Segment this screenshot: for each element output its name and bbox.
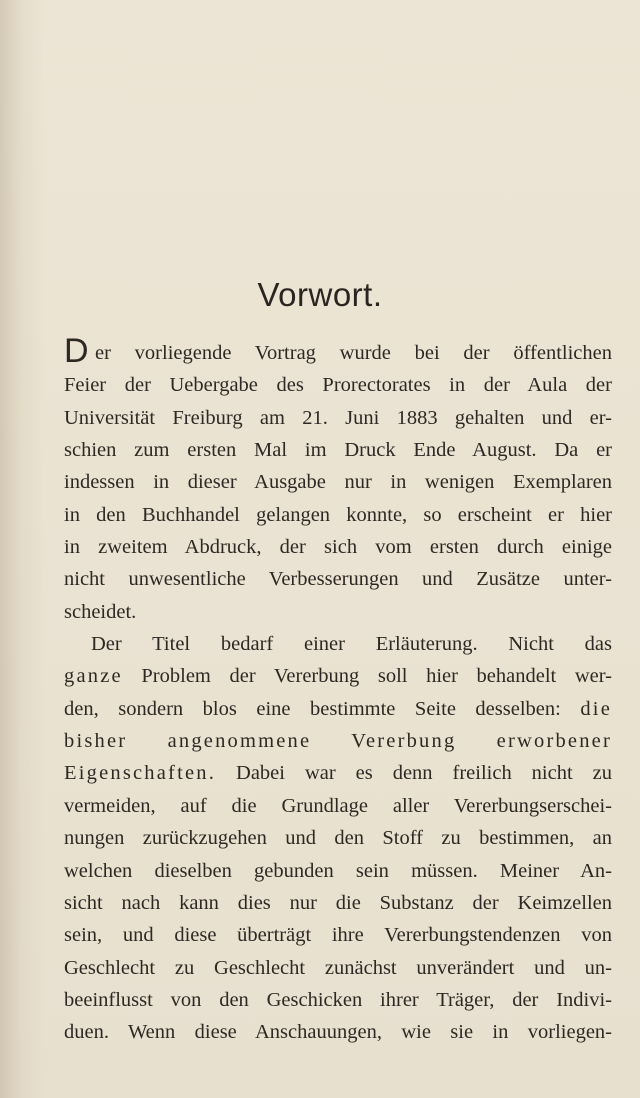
drop-cap: D — [64, 332, 89, 370]
text-line: sein, und diese überträgt ihre Vererbungstendenzen von — [64, 924, 612, 947]
emphasis-text: Eigenschaften. — [64, 762, 217, 785]
text-line: beeinflusst von den Geschicken ihrer Träger, der Indivi- — [64, 988, 612, 1011]
text-line: schien zum ersten Mal im Druck Ende August. Da er — [64, 439, 612, 462]
text-line — [64, 725, 612, 757]
text-line-content: Dabei war es denn freilich nicht zu — [216, 762, 612, 785]
text-line: scheidet. — [64, 600, 137, 623]
text-line: in zweitem Abdruck, der sich vom ersten durch einige — [64, 536, 612, 559]
text-line — [64, 757, 612, 789]
text-line-content: den, sondern blos eine bestimmte Seite desselben: — [64, 697, 581, 720]
text-line: Feier der Uebergabe des Prorectorates in der Aula der — [64, 374, 612, 397]
emphasis-text: die — [580, 697, 612, 720]
text-line: Der Titel bedarf einer Erläuterung. Nicht das — [91, 633, 612, 656]
text-line-content: Problem der Vererbung soll hier behandelt wer- — [122, 665, 612, 688]
text-body — [64, 332, 612, 1049]
text-line — [64, 693, 612, 725]
emphasis-text: bisher angenommene Vererbung erworbener — [64, 730, 612, 753]
text-line: nicht unwesentliche Verbesserungen und Zusätze unter- — [64, 568, 612, 591]
text-line: vermeiden, auf die Grundlage aller Vererbungserschei- — [64, 794, 612, 817]
page-title: Vorwort. — [257, 276, 383, 313]
text-line — [64, 660, 612, 692]
text-line: sicht nach kann dies nur die Substanz der Keimzellen — [64, 891, 612, 914]
text-line: duen. Wenn diese Anschauungen, wie sie in vorliegen- — [64, 1021, 612, 1044]
text-line: in den Buchhandel gelangen konnte, so erscheint er hier — [64, 503, 612, 526]
text-line: nungen zurückzugehen und den Stoff zu bestimmen, an — [64, 827, 612, 850]
text-line-content: er vorliegende Vortrag wurde bei der öffentlichen — [95, 342, 612, 364]
text-line: welchen dieselben gebunden sein müssen. Meiner An- — [64, 859, 612, 882]
text-line: Universität Freiburg am 21. Juni 1883 gehalten und er- — [64, 406, 612, 429]
emphasis-text: ganze — [64, 665, 123, 688]
text-line: Geschlecht zu Geschlecht zunächst unverändert und un- — [64, 956, 612, 979]
text-line: indessen in dieser Ausgabe nur in wenigen Exemplaren — [64, 471, 612, 494]
text-line — [64, 332, 612, 370]
